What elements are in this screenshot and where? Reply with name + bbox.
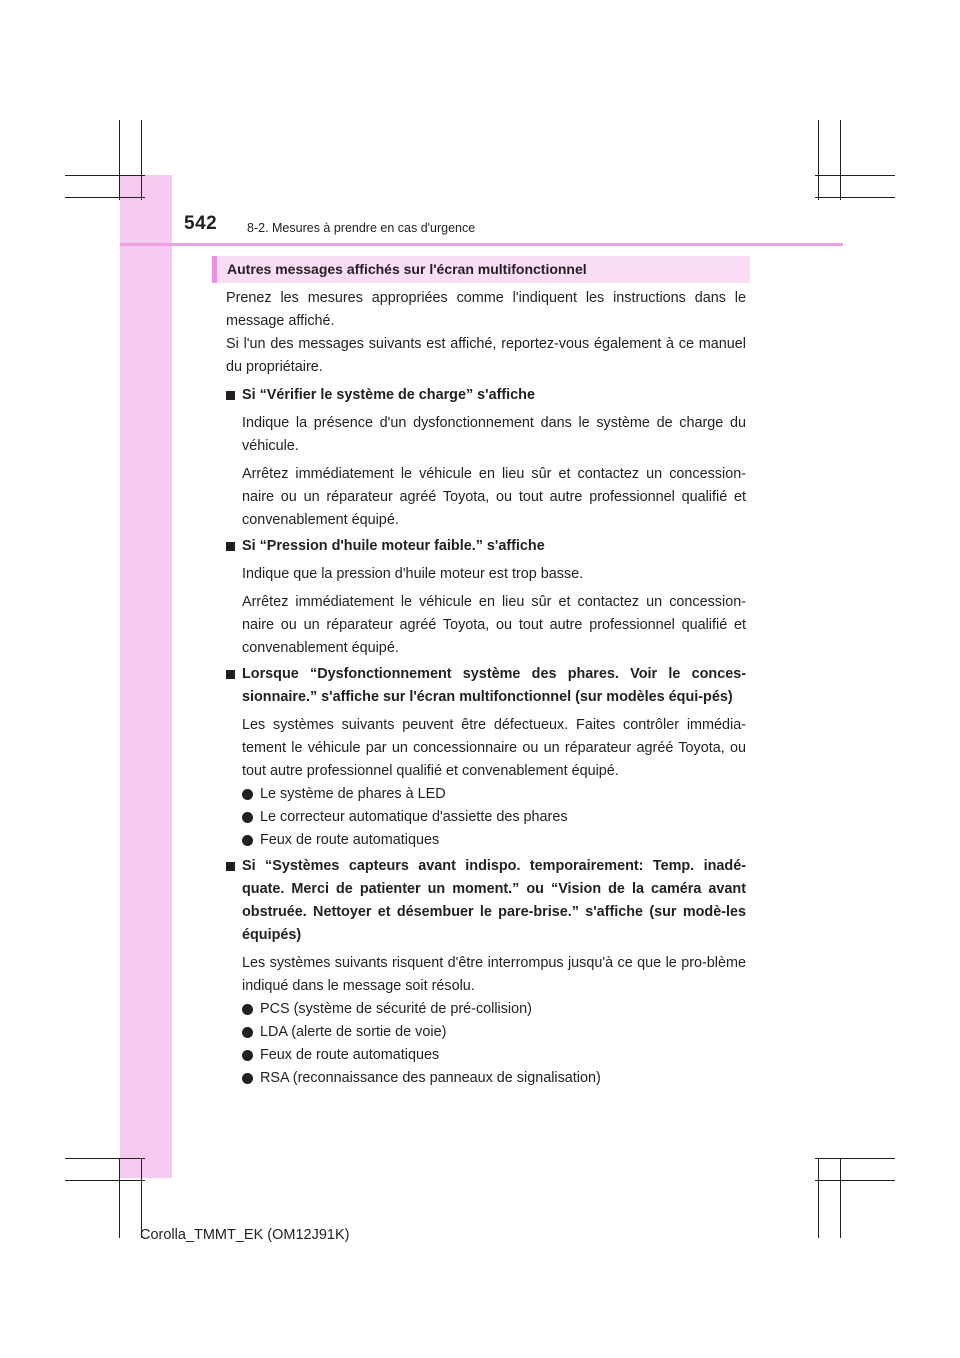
list-item: LDA (alerte de sortie de voie) bbox=[242, 1021, 746, 1044]
crop-mark bbox=[815, 1180, 895, 1181]
crop-mark bbox=[65, 1180, 145, 1181]
main-content bbox=[226, 287, 746, 1090]
square-bullet-icon bbox=[226, 542, 235, 551]
round-bullet-icon bbox=[242, 835, 253, 846]
crop-mark bbox=[818, 1158, 819, 1238]
list-item: Feux de route automatiques bbox=[242, 829, 746, 852]
bullet-list bbox=[242, 783, 746, 852]
topic-heading: Autres messages affichés sur l'écran multifonctionnel bbox=[227, 261, 587, 277]
page-number: 542 bbox=[184, 213, 218, 234]
crop-mark bbox=[119, 120, 120, 200]
crop-mark bbox=[65, 175, 145, 176]
page-margin-strip bbox=[120, 175, 172, 1178]
square-bullet-icon bbox=[226, 862, 235, 871]
round-bullet-icon bbox=[242, 1004, 253, 1015]
item-heading: Si “Vérifier le système de charge” s'affiche bbox=[242, 387, 535, 403]
item-heading: Si “Pression d'huile moteur faible.” s'affiche bbox=[242, 538, 545, 554]
bullet-list bbox=[242, 998, 746, 1090]
crop-mark bbox=[815, 197, 895, 198]
round-bullet-icon bbox=[242, 1073, 253, 1084]
square-bullet-icon bbox=[226, 670, 235, 679]
list-item: Le système de phares à LED bbox=[242, 783, 746, 806]
crop-mark bbox=[65, 1158, 145, 1159]
item-paragraph: Arrêtez immédiatement le véhicule en lieu sûr et contactez un concession-naire ou un réparateur agréé Toyota, ou tout autre professionnel qualifié et convenablement équipé. bbox=[242, 466, 746, 528]
item-heading: Lorsque “Dysfonctionnement système des phares. Voir le conces-sionnaire.” s'affiche sur l'écran multifonctionnel (sur modèles équi-pés) bbox=[242, 666, 746, 705]
round-bullet-icon bbox=[242, 1027, 253, 1038]
item-paragraph: Les systèmes suivants risquent d'être interrompus jusqu'à ce que le pro-blème indiqué dans le message soit résolu. bbox=[242, 955, 746, 994]
crop-mark bbox=[840, 120, 841, 200]
header-rule bbox=[120, 243, 843, 246]
crop-mark bbox=[141, 1158, 142, 1238]
crop-mark bbox=[141, 120, 142, 200]
crop-mark bbox=[815, 175, 895, 176]
list-item: Le correcteur automatique d'assiette des phares bbox=[242, 806, 746, 829]
list-item: Feux de route automatiques bbox=[242, 1044, 746, 1067]
message-item-charging bbox=[226, 384, 746, 532]
item-paragraph: Indique la présence d'un dysfonctionnement dans le système de charge du véhicule. bbox=[242, 415, 746, 454]
item-heading: Si “Systèmes capteurs avant indispo. temporairement: Temp. inadé-quate. Merci de patienter un moment.” ou “Vision de la caméra avant obstruée. Nettoyer et désembuer le pare-brise.” s'affiche (sur modè-les équipés) bbox=[242, 858, 746, 943]
list-item: PCS (système de sécurité de pré-collision) bbox=[242, 998, 746, 1021]
item-paragraph: Les systèmes suivants peuvent être défectueux. Faites contrôler immédia-tement le véhicule par un concessionnaire ou un réparateur agréé Toyota, ou tout autre professionnel qualifié et convenablement équipé. bbox=[242, 717, 746, 779]
round-bullet-icon bbox=[242, 812, 253, 823]
intro-paragraph: Si l'un des messages suivants est affiché, reportez-vous également à ce manuel du propriétaire. bbox=[226, 336, 746, 375]
item-paragraph: Indique que la pression d'huile moteur est trop basse. bbox=[242, 566, 584, 582]
message-item-headlights bbox=[226, 663, 746, 852]
crop-mark bbox=[65, 197, 145, 198]
square-bullet-icon bbox=[226, 391, 235, 400]
footer-doc-code: Corolla_TMMT_EK (OM12J91K) bbox=[140, 1227, 350, 1243]
crop-mark bbox=[119, 1158, 120, 1238]
topic-heading-box bbox=[212, 256, 750, 283]
round-bullet-icon bbox=[242, 789, 253, 800]
round-bullet-icon bbox=[242, 1050, 253, 1061]
message-item-oil-pressure bbox=[226, 535, 746, 660]
crop-mark bbox=[840, 1158, 841, 1238]
crop-mark bbox=[815, 1158, 895, 1159]
list-item: RSA (reconnaissance des panneaux de signalisation) bbox=[242, 1067, 746, 1090]
crop-mark bbox=[818, 120, 819, 200]
section-title: 8-2. Mesures à prendre en cas d'urgence bbox=[247, 221, 476, 235]
intro-paragraph: Prenez les mesures appropriées comme l'indiquent les instructions dans le message affiché. bbox=[226, 290, 746, 329]
item-paragraph: Arrêtez immédiatement le véhicule en lieu sûr et contactez un concession-naire ou un réparateur agréé Toyota, ou tout autre professionnel qualifié et convenablement équipé. bbox=[242, 594, 746, 656]
message-item-front-sensors bbox=[226, 855, 746, 1090]
